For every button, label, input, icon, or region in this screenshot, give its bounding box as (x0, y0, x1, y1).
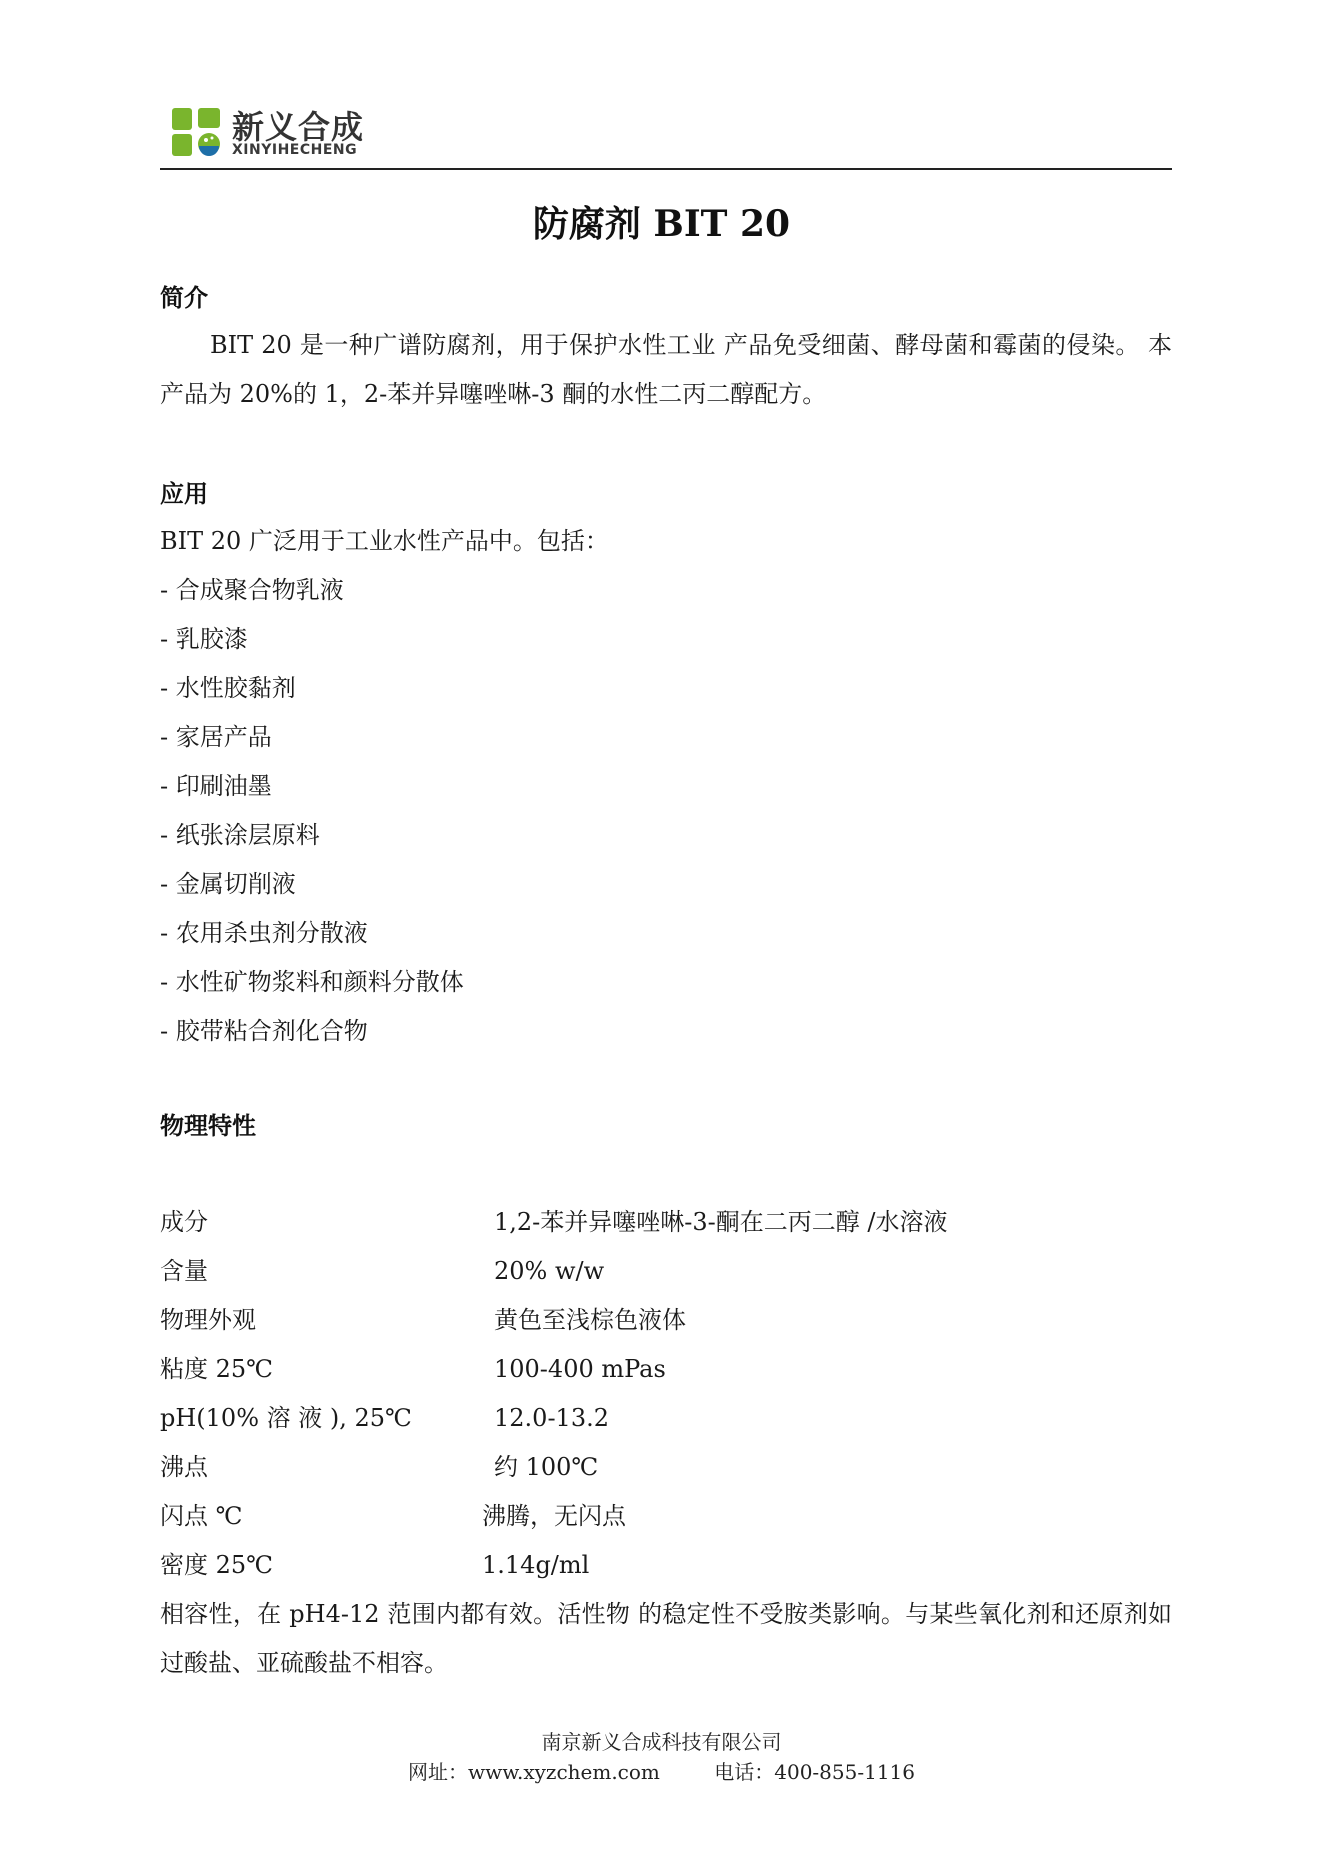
intro-section (160, 278, 1172, 419)
intro-text: BIT 20 是一种广谱防腐剂，用于保护水性工业 产品免受细菌、酵母菌和霉菌的侵染。 本产品为 20%的 1，2-苯并异噻唑啉-3 酮的水性二丙二醇配方。 (160, 331, 1172, 408)
applications-section (160, 474, 1172, 1056)
table-row (160, 1394, 1172, 1443)
footer-phone: 电话：400-855-1116 (714, 1760, 916, 1784)
property-key: 密度 25℃ (160, 1551, 274, 1579)
list-item: - 印刷油墨 (160, 772, 272, 800)
list-item: - 纸张涂层原料 (160, 821, 320, 849)
list-item: - 家居产品 (160, 723, 272, 751)
table-row (160, 1345, 1172, 1394)
property-value: 1.14g/ml (482, 1551, 590, 1579)
property-value: 约 100℃ (494, 1453, 599, 1481)
properties-table (160, 1198, 1172, 1688)
applications-heading: 应用 (160, 480, 208, 508)
company-name-cn: 新义合成 (232, 108, 365, 146)
property-key: 粘度 25℃ (160, 1355, 274, 1383)
property-key: 闪点 ℃ (160, 1502, 243, 1530)
table-row (160, 1541, 1172, 1590)
applications-list (160, 566, 1172, 1056)
property-value: 沸腾，无闪点 (482, 1502, 626, 1530)
table-row (160, 1247, 1172, 1296)
property-value: 20% w/w (494, 1257, 605, 1285)
list-item: - 农用杀虫剂分散液 (160, 919, 368, 947)
document-title: 防腐剂 BIT 20 (532, 203, 791, 245)
header-divider (160, 168, 1172, 170)
table-row (160, 1443, 1172, 1492)
list-item: - 水性胶黏剂 (160, 674, 296, 702)
table-row (160, 1492, 1172, 1541)
intro-heading: 简介 (160, 284, 208, 312)
footer-company: 南京新义合成科技有限公司 (541, 1730, 782, 1754)
list-item: - 乳胶漆 (160, 625, 248, 653)
company-logo-icon (170, 106, 222, 158)
list-item: - 合成聚合物乳液 (160, 576, 344, 604)
property-key: 成分 (160, 1208, 208, 1236)
applications-lead: BIT 20 广泛用于工业水性产品中。包括： (160, 527, 609, 555)
properties-heading: 物理特性 (160, 1112, 256, 1140)
compatibility-note: 相容性，在 pH4-12 范围内都有效。活性物 的稳定性不受胺类影响。与某些氧化剂和还原剂如过酸盐、亚硫酸盐不相容。 (160, 1600, 1172, 1677)
table-row (160, 1296, 1172, 1345)
letterhead (160, 98, 1172, 168)
properties-section (160, 1106, 1172, 1141)
property-value: 1,2-苯并异噻唑啉-3-酮在二丙二醇 /水溶液 (494, 1208, 948, 1236)
company-name-en: XINYIHECHENG (232, 142, 358, 158)
list-item: - 水性矿物浆料和颜料分散体 (160, 968, 464, 996)
property-key: 含量 (160, 1257, 208, 1285)
property-value: 黄色至浅棕色液体 (494, 1306, 686, 1334)
footer-contact (0, 1756, 1323, 1785)
list-item: - 金属切削液 (160, 870, 296, 898)
property-value: 12.0-13.2 (494, 1404, 609, 1432)
property-key: 物理外观 (160, 1306, 256, 1334)
list-item: - 胶带粘合剂化合物 (160, 1017, 368, 1045)
property-value: 100-400 mPas (494, 1355, 666, 1383)
table-row (160, 1198, 1172, 1247)
property-key: 沸点 (160, 1453, 208, 1481)
footer-website: 网址：www.xyzchem.com (407, 1760, 660, 1784)
property-key: pH(10% 溶 液 ), 25℃ (160, 1404, 412, 1432)
